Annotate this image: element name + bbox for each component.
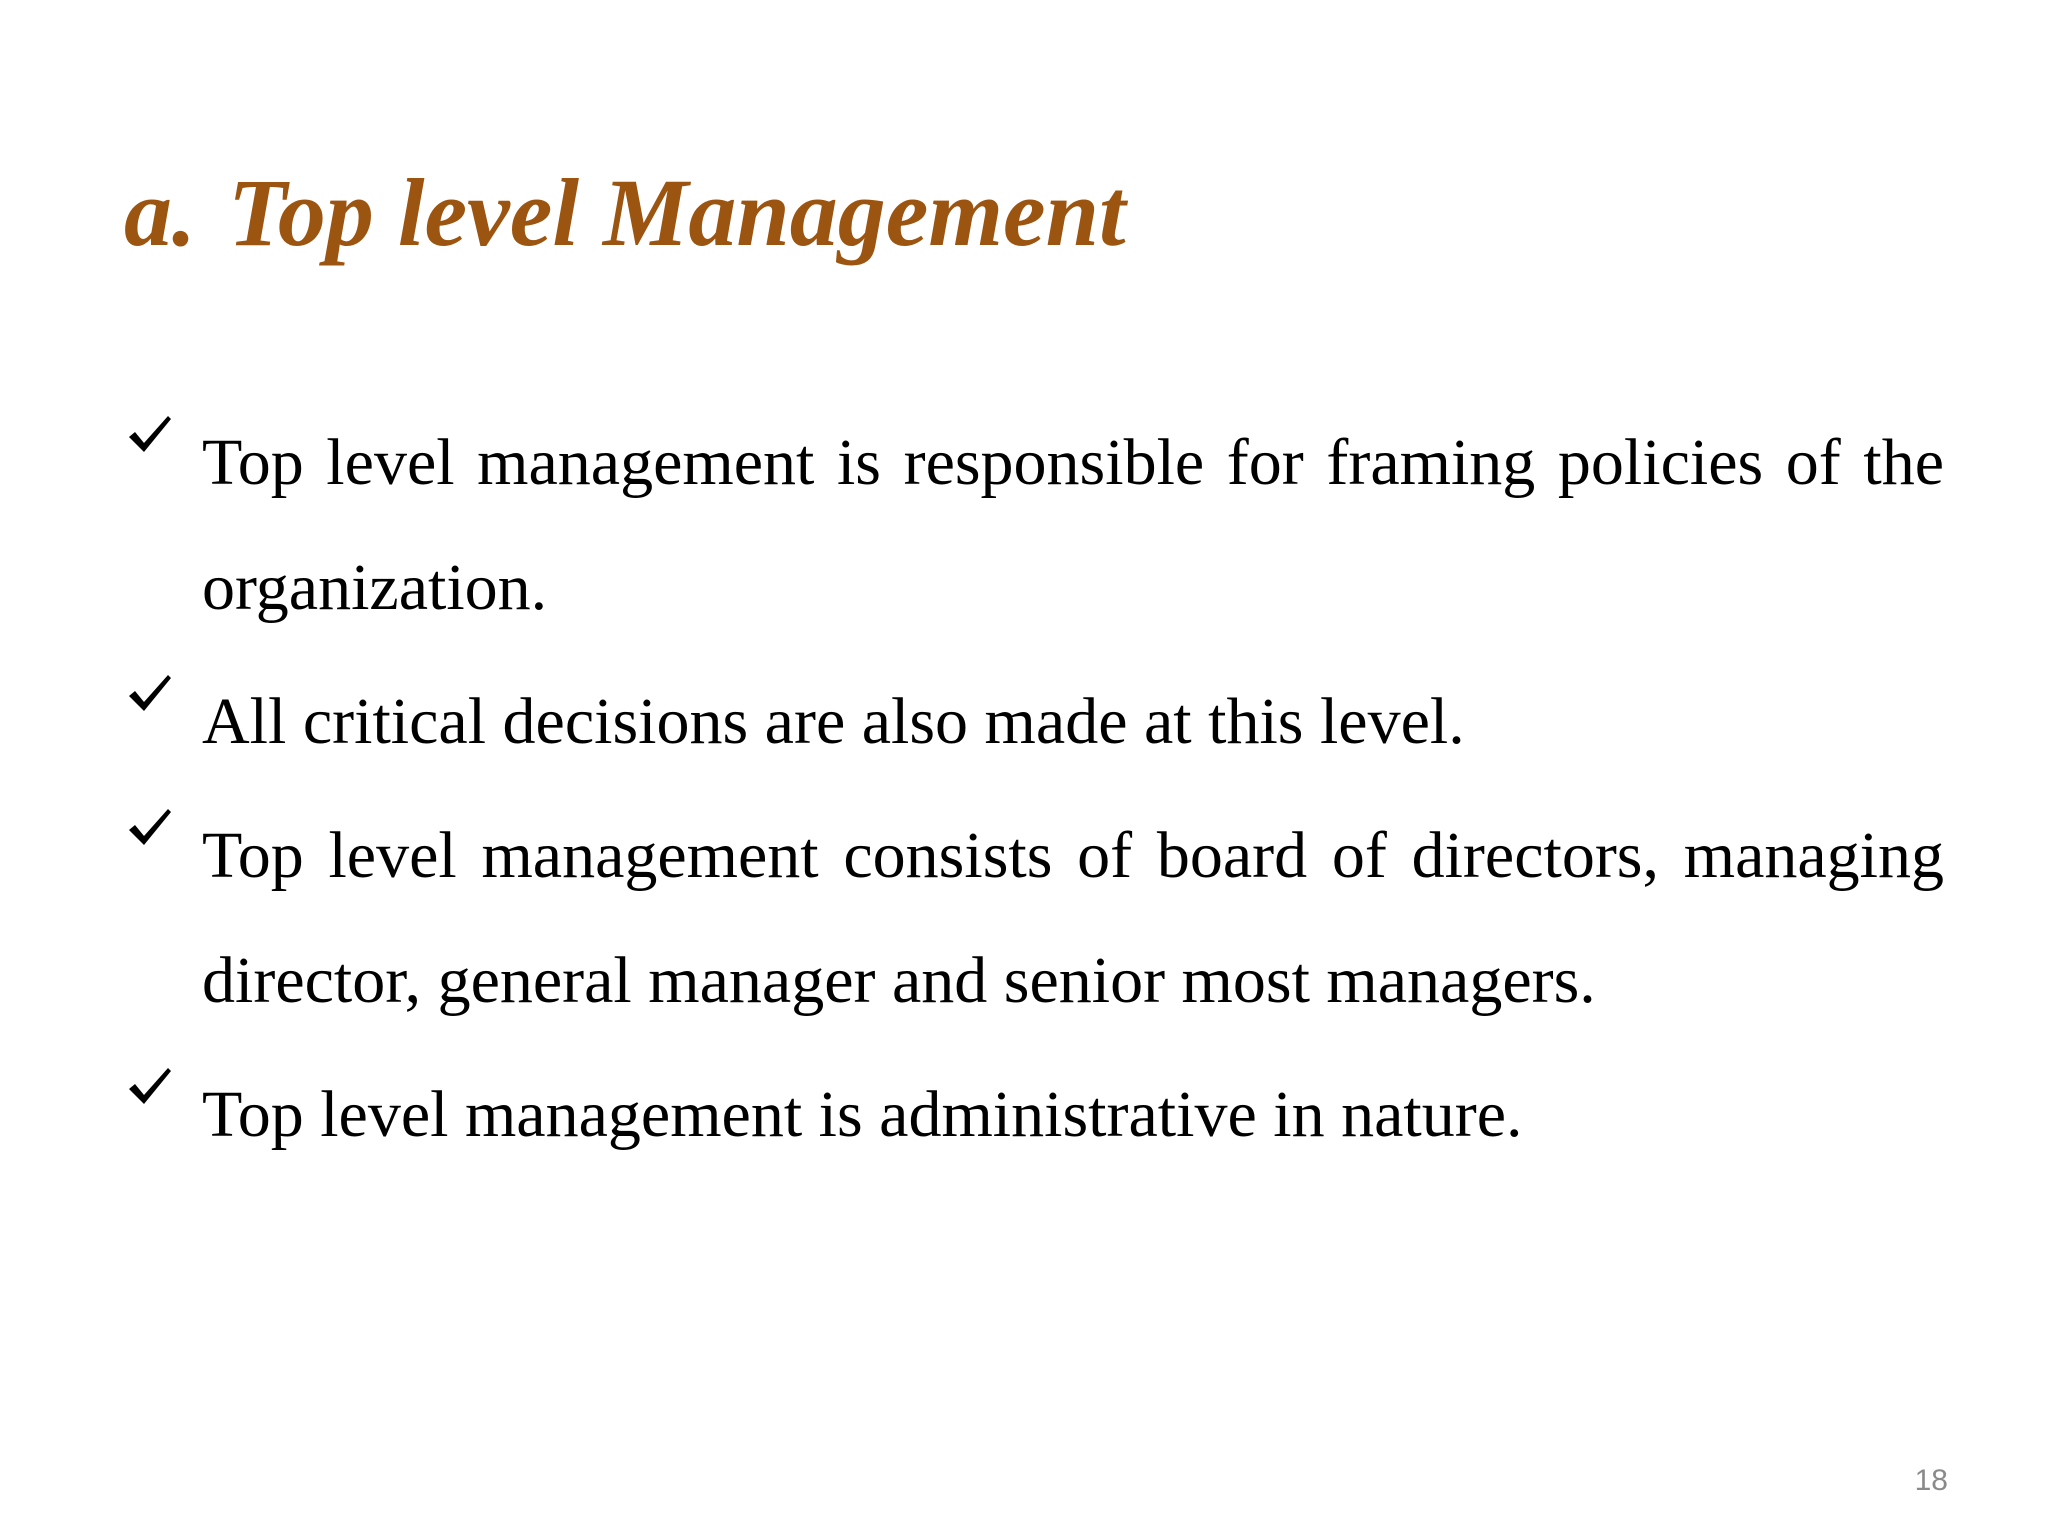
check-icon bbox=[126, 669, 174, 717]
bullet-text: Top level management is responsible for framing policies of the organization. bbox=[202, 426, 1944, 624]
list-item bbox=[124, 1052, 1944, 1177]
check-icon bbox=[126, 1062, 174, 1110]
check-icon bbox=[126, 410, 174, 458]
title-text: Top level Management bbox=[228, 159, 1126, 266]
bullet-text: All critical decisions are also made at this level. bbox=[202, 685, 1465, 758]
page-number: 18 bbox=[1914, 1464, 1948, 1497]
bullet-list bbox=[124, 400, 1944, 1186]
slide-title bbox=[124, 160, 1126, 266]
list-item bbox=[124, 793, 1944, 1043]
bullet-text: Top level management consists of board of directors, managing director, general manager and senior most managers. bbox=[202, 819, 1944, 1017]
check-icon bbox=[126, 803, 174, 851]
title-marker: a. bbox=[124, 159, 196, 266]
list-item bbox=[124, 400, 1944, 650]
list-item bbox=[124, 659, 1944, 784]
bullet-text: Top level management is administrative in nature. bbox=[202, 1078, 1523, 1151]
